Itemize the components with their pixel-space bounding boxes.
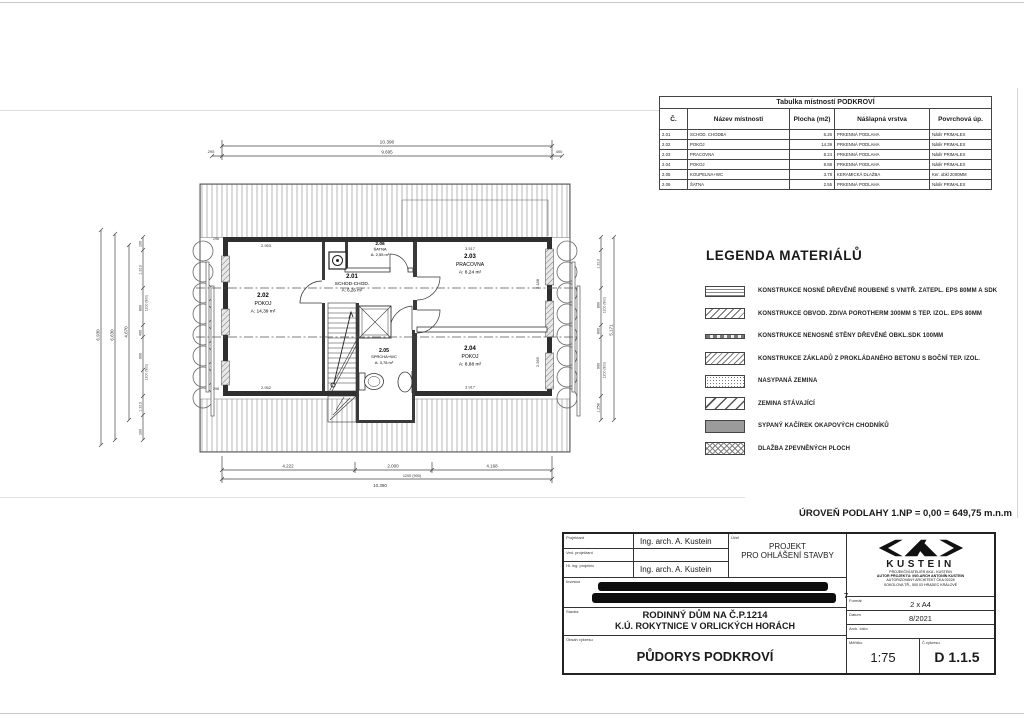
legend-item	[705, 325, 1015, 348]
room-2-03-name: PRACOVNA	[455, 262, 485, 268]
dim-left-t1: 6.930	[95, 329, 101, 341]
legend-swatch-p-diagdense	[705, 352, 745, 365]
projektant-label: Projektant	[566, 535, 585, 540]
dim-i5: 2.188	[535, 278, 540, 290]
table-cell: ŠATNA	[688, 180, 790, 190]
datum-label: Datum	[849, 612, 861, 617]
hl-ing-label: Hl. ing. projektu	[566, 563, 594, 568]
table-cell: 2.01	[660, 130, 688, 140]
table-cell: KOUPELNA+WC	[688, 170, 790, 180]
room-2-03-num: 2.03	[464, 254, 476, 260]
floor-level-note: ÚROVEŇ PODLAHY 1.NP = 0,00 = 649,75 m.n.m	[799, 508, 1012, 519]
dim-bot-total: 10.390	[373, 483, 387, 488]
investor-redaction	[592, 581, 848, 605]
dim-bot-a: 4.222	[282, 463, 294, 469]
legend-label: SYPANÝ KAČÍREK OKAPOVÝCH CHODNÍKŮ	[758, 423, 889, 430]
dim-ls7: 100	[138, 429, 143, 435]
cislo-vykresu-label: Č.výkresu	[922, 640, 940, 645]
dim-ls6: 1.313	[138, 402, 143, 412]
legend-item	[705, 303, 1015, 326]
meritko-value: 1:75	[870, 650, 896, 665]
dim-rs4: 900	[596, 362, 601, 370]
table-cell: SCHOD. CHODBA	[688, 130, 790, 140]
legend-label: DLAŽBA ZPEVNĚNÝCH PLOCH	[758, 445, 851, 452]
toilet	[359, 373, 384, 390]
dim-left-t2: 6.630	[109, 329, 115, 341]
room-2-02-num: 2.02	[257, 293, 269, 299]
sink	[398, 371, 412, 393]
table-cell: PRKENNÁ PODLAHA	[835, 150, 930, 160]
table-cell: PRKENNÁ PODLAHA	[835, 140, 930, 150]
dim-bot-c: 4.168	[486, 463, 498, 469]
table-cell: POKOJ	[688, 160, 790, 170]
room-2-04-name: POKOJ	[461, 354, 479, 360]
room-2-02-area: A: 14,39 m²	[250, 309, 276, 315]
cislo-vykresu-value: D 1.1.5	[934, 649, 980, 665]
investor-label: Investor	[566, 579, 581, 584]
dim-i6: 2.565	[535, 356, 540, 368]
table-cell: 2.05	[660, 170, 688, 180]
room-table	[659, 96, 992, 190]
room-2-01-area: A: 6,26 m²	[341, 287, 363, 293]
dim-top-total: 10.390	[379, 140, 395, 146]
legend-label: NASYPANÁ ZEMINA	[758, 378, 818, 385]
table-cell: Nátěr PRIMALEX	[930, 150, 992, 160]
room-2-01-num: 2.01	[346, 274, 358, 280]
col-header-plocha: Plocha (m2)	[790, 109, 835, 130]
roof-hatch-top	[201, 185, 570, 238]
dim-rs2: 800	[596, 301, 601, 309]
table-cell: KERAMICKÁ DLAŽBA	[835, 170, 930, 180]
dim-hnote-1: 1200 (900)	[144, 294, 149, 312]
col-header-nazev: Název místnosti	[688, 109, 790, 130]
legend-label: ZEMINA STÁVAJÍCÍ	[758, 400, 815, 407]
table-cell: 8.88	[790, 160, 835, 170]
dim-ls2: 1.313	[138, 265, 143, 275]
dim-ls4: 400	[138, 329, 143, 337]
dim-ls1: 100	[138, 241, 143, 247]
table-cell: Nátěr PRIMALEX	[930, 140, 992, 150]
ved-projektant-label: Ved. projektant	[566, 550, 593, 555]
logo-line4: SOKOLOVA TŘ., 500 03 HRADEC KRÁLOVÉ	[883, 582, 958, 587]
dim-bot-b: 2.000	[387, 463, 399, 469]
col-header-cislo: Č.	[660, 109, 688, 130]
room-2-06-num: 2.06	[375, 242, 385, 247]
table-cell: 2.03	[660, 150, 688, 160]
room-2-04-area: A: 8,88 m²	[458, 362, 482, 368]
logo-line2: AUTOR PROJEKTU: ING.ARCH ANTONÍN KUSTEIN	[876, 574, 965, 579]
legend-item	[705, 280, 1015, 303]
ved-projektant-value	[634, 549, 729, 562]
dim-i1: 2.953	[260, 243, 272, 248]
title-block	[562, 532, 996, 675]
drywall-partition	[417, 327, 547, 332]
drawing-title: PŮDORYS PODKROVÍ	[636, 649, 774, 664]
room-2-06-name: ŠATNA	[373, 246, 387, 252]
legend-item	[705, 348, 1015, 371]
shower	[359, 306, 391, 338]
legend-label: KONSTRUKCE NENOSNÉ STĚNY DŘEVĚNÉ OBKL.SDK 100MM	[758, 333, 944, 340]
legend-swatch-p-diag	[705, 308, 745, 319]
legend-swatch-p-dots	[705, 375, 745, 388]
room-2-06-area: A: 2,55 m²	[370, 252, 390, 257]
dim-i2: 2.952	[260, 385, 272, 390]
table-cell: 3.78	[790, 170, 835, 180]
dim-corner-1: 298	[213, 237, 219, 241]
legend-swatch-p-gray	[705, 420, 745, 433]
room-2-05-num: 2.05	[378, 348, 390, 354]
bath-extension-floor	[356, 396, 415, 423]
dim-left-t3: 4.670	[123, 326, 129, 338]
legend-swatch-p-log	[705, 286, 745, 297]
table-cell: PRKENNÁ PODLAHA	[835, 180, 930, 190]
col-header-povrchova: Povrchová úp.	[930, 109, 992, 130]
format-value: 2 x A4	[910, 600, 931, 609]
projektant-value: Ing. arch. A. Kustein	[634, 534, 729, 549]
hl-ing-value: Ing. arch. A. Kustein	[634, 562, 729, 578]
table-cell: Ker. obkl 2000MM	[930, 170, 992, 180]
dim-top-right: 400	[555, 149, 563, 154]
table-cell: Nátěr PRIMALEX	[930, 160, 992, 170]
room-2-04-num: 2.04	[464, 346, 476, 352]
dim-rs3: 800	[596, 327, 601, 335]
table-row	[660, 160, 992, 170]
room-2-01-name: SCHOD-CHOD.	[334, 282, 370, 287]
table-cell: 2.06	[660, 180, 688, 190]
kustein-logo	[875, 537, 967, 559]
dim-bot-note: 1200 (900)	[402, 474, 422, 478]
table-cell: 8.24	[790, 150, 835, 160]
logo-name: KUSTEIN	[886, 559, 955, 570]
dim-corner-2: 298	[213, 387, 219, 391]
legend-swatch-p-diagwide	[705, 397, 745, 410]
table-row	[660, 140, 992, 150]
dim-rs5: 1.258	[596, 403, 601, 413]
dim-rs1: 1.313	[596, 259, 601, 269]
dim-ls3: 800	[138, 304, 143, 312]
table-cell: 6.26	[790, 130, 835, 140]
obsah-label: Obsah výkresu	[566, 637, 593, 642]
table-row	[660, 170, 992, 180]
legend-item	[705, 370, 1015, 393]
table-row	[660, 130, 992, 140]
materials-legend	[705, 280, 1015, 460]
legend-title: LEGENDA MATERIÁLŮ	[706, 248, 863, 263]
ucel-line1: PROJEKT	[769, 542, 806, 551]
format-label: Formát	[849, 598, 862, 603]
table-cell: POKOJ	[688, 140, 790, 150]
logo-line3: AUTORIZOVANÝ ARCHITEKT ČKA 02228	[886, 578, 955, 583]
table-cell: PRACOVNA	[688, 150, 790, 160]
meritko-label: Měřítko	[849, 640, 863, 645]
table-row	[660, 180, 992, 190]
legend-swatch-p-thin	[705, 334, 745, 339]
legend-item	[705, 438, 1015, 461]
table-cell: 14.39	[790, 140, 835, 150]
table-cell: 2.55	[790, 180, 835, 190]
dim-top-left: 295	[207, 149, 215, 154]
legend-swatch-p-pavers	[705, 442, 745, 455]
dim-i4: 3.917	[464, 384, 476, 390]
ucel-label: Účel	[731, 535, 740, 540]
dim-hnote-2: 1200 (900)	[144, 363, 149, 381]
table-row	[660, 150, 992, 160]
dim-top-mid: 9.695	[381, 149, 393, 155]
room-2-02-name: POKOJ	[254, 301, 272, 307]
chimney	[329, 252, 346, 269]
table-cell: 2.02	[660, 140, 688, 150]
legend-label: KONSTRUKCE OBVOD. ZDIVA POROTHERM 300MM S TEP. IZOL. EPS 80MM	[758, 310, 983, 317]
arch-cislo-label: Arch. číslo	[849, 626, 868, 631]
dim-hnote-4: 1200 (900)	[602, 361, 607, 379]
dim-i3: 3.517	[464, 246, 476, 251]
stavba-line2: K.Ú. ROKYTNICE V ORLICKÝCH HORÁCH	[614, 621, 795, 631]
logo-line1: PROJEKČNÍ ATELIÉR AKA - KUSTEIN	[889, 570, 952, 574]
room-table-header-row	[660, 109, 992, 130]
table-cell: Nátěr PRIMALEX	[930, 130, 992, 140]
dim-ls5: 900	[138, 352, 143, 360]
legend-item	[705, 393, 1015, 416]
table-cell: PRKENNÁ PODLAHA	[835, 130, 930, 140]
legend-item	[705, 415, 1015, 438]
table-cell: PRKENNÁ PODLAHA	[835, 160, 930, 170]
col-header-naslapna: Nášlapná vrstva	[835, 109, 930, 130]
stavba-label: Stavba	[566, 609, 579, 614]
investor-suffix: 7	[844, 593, 848, 600]
dim-right-total: 5.171	[608, 324, 614, 336]
table-cell: Nátěr PRIMALEX	[930, 180, 992, 190]
datum-value: 8/2021	[909, 614, 932, 623]
room-table-title: Tabulka místností PODKROVÍ	[660, 97, 992, 109]
room-2-03-area: A: 8,24 m²	[458, 270, 482, 276]
dim-hnote-3: 1200 (900)	[602, 296, 607, 314]
room-2-05-name: SPRCHA+WC	[371, 354, 397, 359]
legend-label: KONSTRUKCE NOSNÉ DŘEVĚNÉ ROUBENÉ S VNITŘ. ZATEPL. EPS 80MM A SDK	[758, 288, 998, 295]
legend-label: KONSTRUKCE ZÁKLADŮ Z PROKLÁDANÉHO BETONU S BOČNÍ TEP. IZOL.	[758, 355, 981, 362]
ucel-line2: PRO OHLÁŠENÍ STAVBY	[741, 551, 834, 560]
room-2-05-area: A: 3,78 m²	[374, 360, 394, 365]
stavba-line1: RODINNÝ DŮM NA Č.P.1214	[642, 610, 768, 621]
table-cell: 2.04	[660, 160, 688, 170]
